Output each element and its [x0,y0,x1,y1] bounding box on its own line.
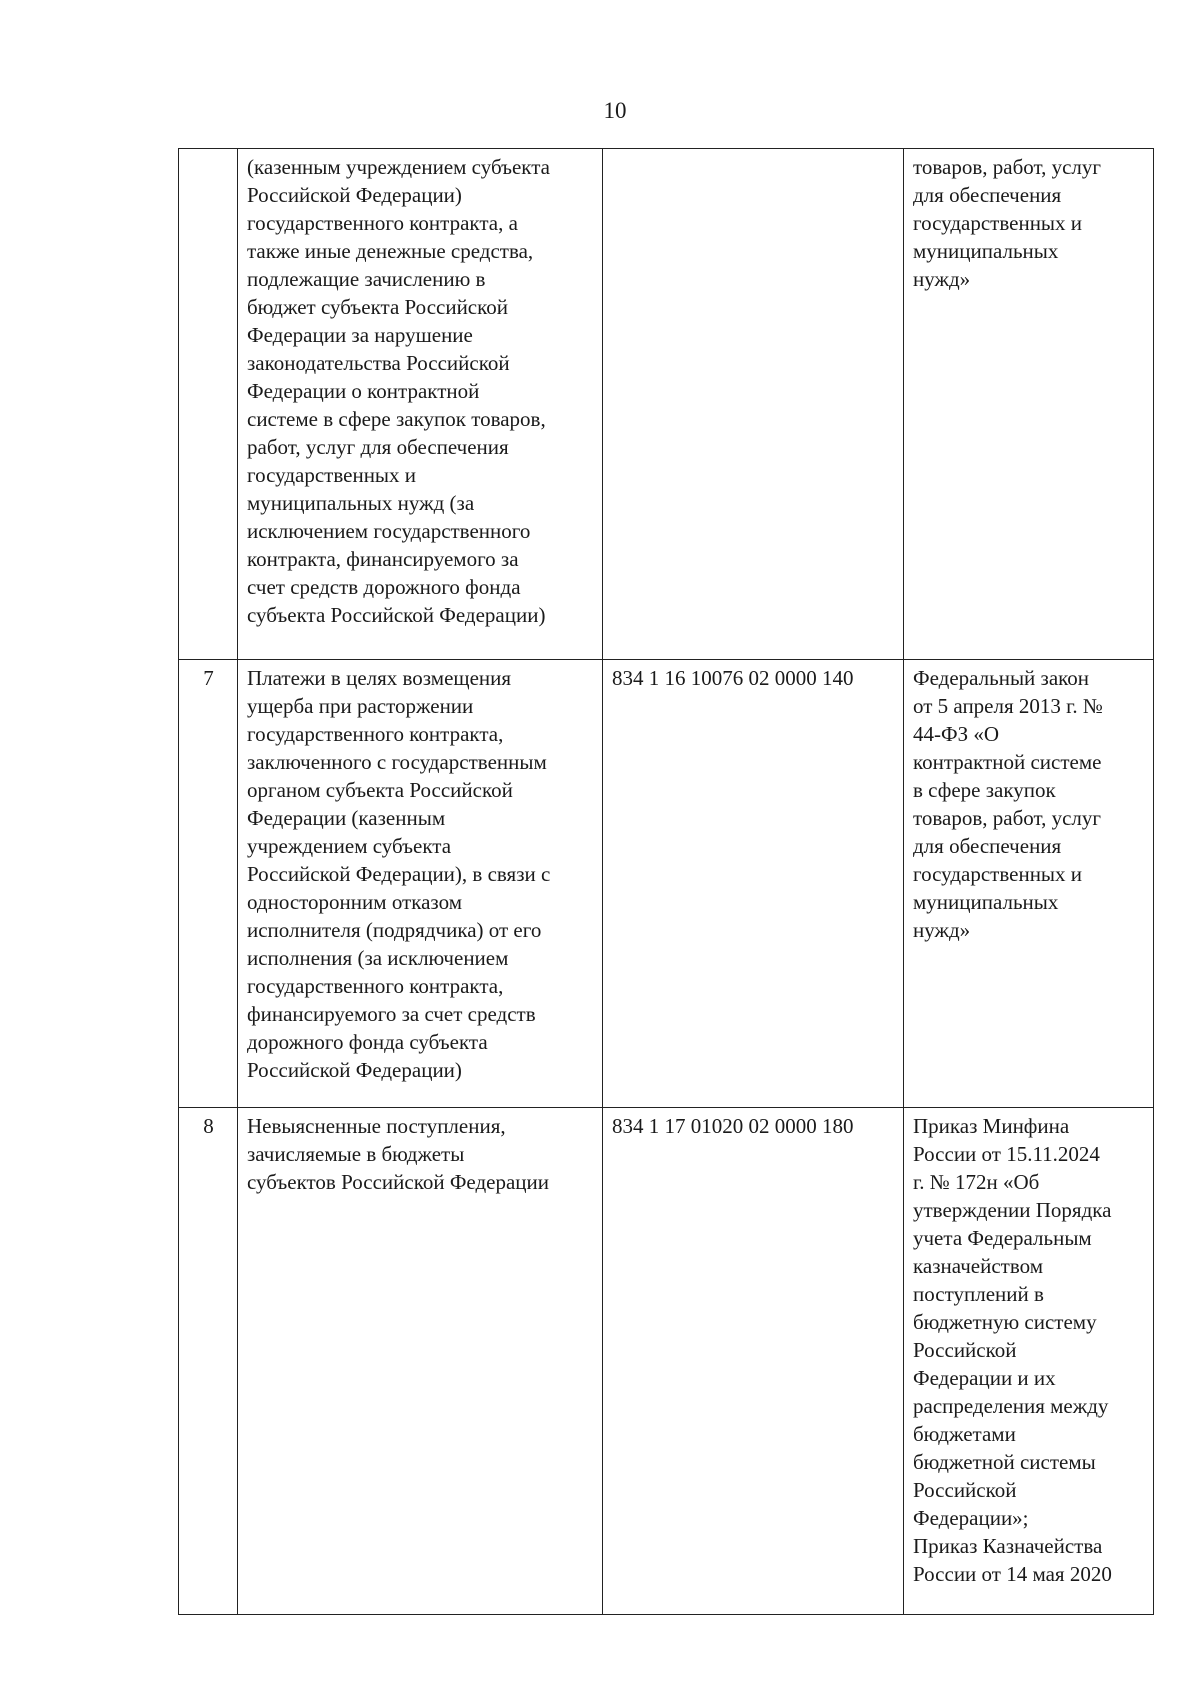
legal-basis-cell: Приказ Минфина России от 15.11.2024 г. № 172н «Об утверждении Порядка учета Федеральным казначейством поступлений в бюджетную систему Российской Федерации и их распределения между бюджетами бюджетной системы Российской Федерации»; Приказ Казначейства России от 14 мая 2020 [904,1108,1154,1615]
row-number-cell: 8 [179,1108,238,1615]
row-number-cell: 7 [179,660,238,1108]
description-cell: Платежи в целях возмещения ущерба при расторжении государственного контракта, заключенного с государственным органом субъекта Российской Федерации (казенным учреждением субъекта Российской Федерации), в связи с односторонним отказом исполнителя (подрядчика) от его исполнения (за исключением государственного контракта, финансируемого за счет средств дорожного фонда субъекта Российской Федерации) [238,660,603,1108]
table-row [179,660,1154,1108]
row-number-cell [179,149,238,660]
table-row [179,149,1154,660]
description-cell: (казенным учреждением субъекта Российской Федерации) государственного контракта, а также иные денежные средства, подлежащие зачислению в бюджет субъекта Российской Федерации за нарушение законодательства Российской Федерации о контрактной системе в сфере закупок товаров, работ, услуг для обеспечения государственных и муниципальных нужд (за исключением государственного контракта, финансируемого за счет средств дорожного фонда субъекта Российской Федерации) [238,149,603,660]
budget-code-cell: 834 1 17 01020 02 0000 180 [603,1108,904,1615]
legal-basis-cell: Федеральный закон от 5 апреля 2013 г. № 44-ФЗ «О контрактной системе в сфере закупок товаров, работ, услуг для обеспечения государственных и муниципальных нужд» [904,660,1154,1108]
budget-code-cell [603,149,904,660]
legal-basis-cell: товаров, работ, услуг для обеспечения государственных и муниципальных нужд» [904,149,1154,660]
budget-code-cell: 834 1 16 10076 02 0000 140 [603,660,904,1108]
page-number: 10 [603,98,627,123]
document-table [178,148,1154,1615]
table-row [179,1108,1154,1615]
description-cell: Невыясненные поступления, зачисляемые в бюджеты субъектов Российской Федерации [238,1108,603,1615]
